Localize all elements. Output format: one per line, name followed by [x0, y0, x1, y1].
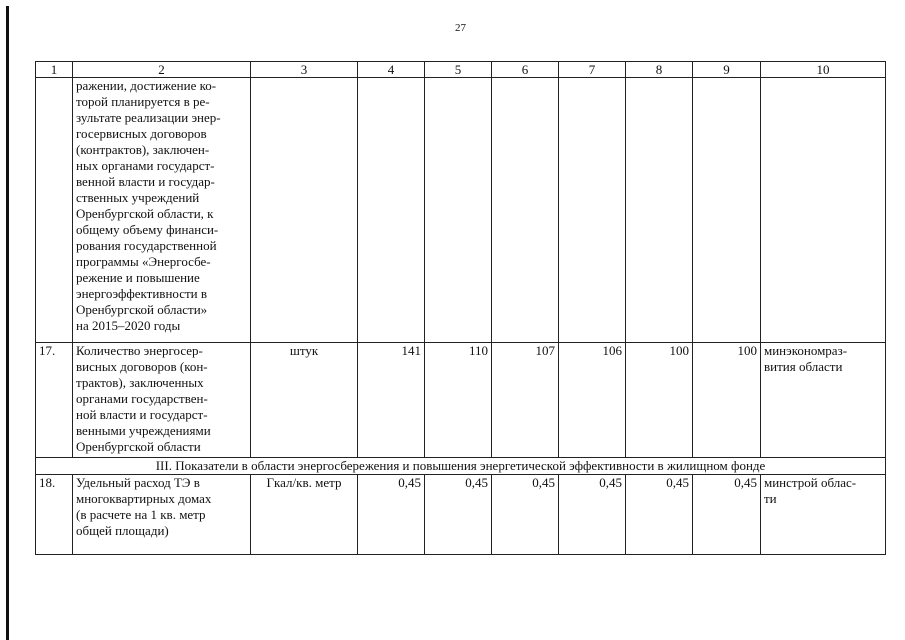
header-cell: 8	[626, 62, 693, 78]
text-line: ной власти и государст-	[76, 407, 208, 422]
section-title: III. Показатели в области энергосбережения и повышения энергетической эффективности в жилищном фонде	[36, 458, 886, 475]
value-cell	[626, 78, 693, 343]
text-line: общему объему финанси-	[76, 222, 219, 237]
value-cell: 106	[559, 343, 626, 458]
text-line: рования государственной	[76, 238, 217, 253]
value-cell	[559, 78, 626, 343]
text-line: органами государствен-	[76, 391, 208, 406]
header-cell: 10	[761, 62, 886, 78]
responsible	[761, 343, 886, 458]
header-cell: 5	[425, 62, 492, 78]
header-row	[36, 62, 886, 78]
text-line: минстрой облас-	[764, 475, 857, 490]
value-cell: 0,45	[559, 475, 626, 555]
text-line: госервисных договоров	[76, 126, 207, 141]
text-line: Оренбургской области»	[76, 302, 208, 317]
responsible	[761, 475, 886, 555]
text-line: (в расчете на 1 кв. метр	[76, 507, 206, 522]
value-cell: 0,45	[358, 475, 425, 555]
text-line: венными учреждениями	[76, 423, 211, 438]
value-cell	[492, 78, 559, 343]
value-cell	[425, 78, 492, 343]
text-line: Удельный расход ТЭ в	[76, 475, 200, 490]
text-line: ственных учреждений	[76, 190, 200, 205]
table-row	[36, 475, 886, 555]
header-cell: 3	[251, 62, 358, 78]
text-line: общей площади)	[76, 523, 169, 538]
value-cell: 141	[358, 343, 425, 458]
text-line: Оренбургской области, к	[76, 206, 214, 221]
table-row	[36, 343, 886, 458]
text-line: ных органами государст-	[76, 158, 215, 173]
header-cell: 4	[358, 62, 425, 78]
text-line: программы «Энергосбе-	[76, 254, 211, 269]
value-cell: 0,45	[492, 475, 559, 555]
text-line: ти	[764, 491, 777, 506]
row-number: 18.	[36, 475, 73, 555]
text-line: на 2015–2020 годы	[76, 318, 181, 333]
value-cell	[358, 78, 425, 343]
value-cell	[693, 78, 761, 343]
header-cell: 1	[36, 62, 73, 78]
header-cell: 7	[559, 62, 626, 78]
indicator-name	[73, 343, 251, 458]
indicators-table	[35, 61, 886, 555]
text-line: (контрактов), заключен-	[76, 142, 210, 157]
indicator-name	[73, 475, 251, 555]
header-cell: 6	[492, 62, 559, 78]
responsible	[761, 78, 886, 343]
text-line: многоквартирных домах	[76, 491, 212, 506]
text-line: вития области	[764, 359, 843, 374]
unit	[251, 78, 358, 343]
value-cell: 110	[425, 343, 492, 458]
unit: штук	[251, 343, 358, 458]
text-line: Оренбургской области	[76, 439, 201, 454]
value-cell: 0,45	[626, 475, 693, 555]
value-cell: 0,45	[693, 475, 761, 555]
row-number: 17.	[36, 343, 73, 458]
text-line: ражении, достижение ко-	[76, 78, 217, 93]
header-cell: 2	[73, 62, 251, 78]
text-line: торой планируется в ре-	[76, 94, 210, 109]
text-line: минэкономраз-	[764, 343, 848, 358]
text-line: Количество энергосер-	[76, 343, 203, 358]
indicator-name	[73, 78, 251, 343]
row-number	[36, 78, 73, 343]
header-cell: 9	[693, 62, 761, 78]
text-line: висных договоров (кон-	[76, 359, 208, 374]
text-line: зультате реализации энер-	[76, 110, 221, 125]
value-cell: 100	[693, 343, 761, 458]
scan-margin-bar	[6, 6, 9, 640]
text-line: энергоэффективности в	[76, 286, 208, 301]
text-line: режение и повышение	[76, 270, 200, 285]
text-line: трактов), заключенных	[76, 375, 204, 390]
page-number: 27	[455, 22, 466, 34]
section-row	[36, 458, 886, 475]
unit: Гкал/кв. метр	[251, 475, 358, 555]
value-cell: 100	[626, 343, 693, 458]
table-row	[36, 78, 886, 343]
value-cell: 0,45	[425, 475, 492, 555]
text-line: венной власти и государ-	[76, 174, 215, 189]
value-cell: 107	[492, 343, 559, 458]
